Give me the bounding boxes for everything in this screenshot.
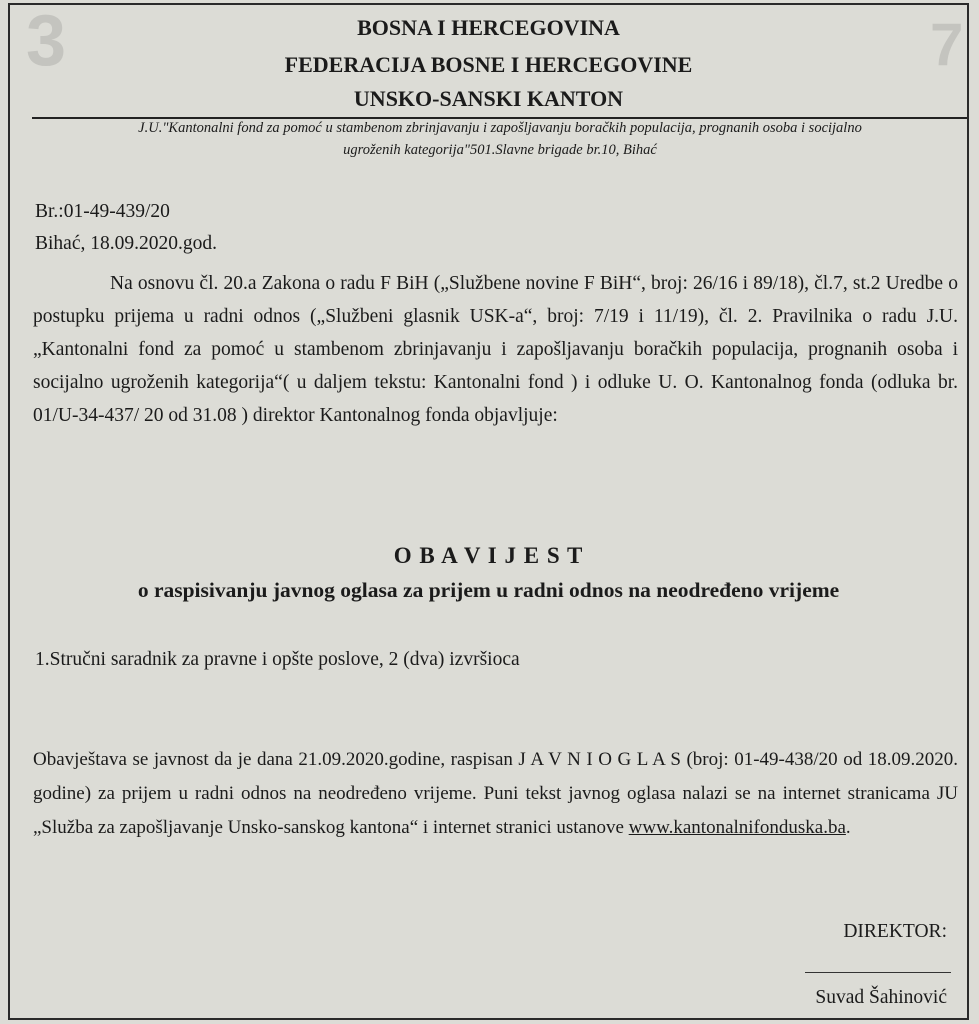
- signature-name: Suvad Šahinović: [815, 987, 947, 1008]
- position-item: 1.Stručni saradnik za pravne i opšte poslove, 2 (dva) izvršioca: [35, 649, 520, 670]
- signature-role: DIREKTOR:: [843, 921, 947, 942]
- website-link[interactable]: www.kantonalnifonduska.ba: [628, 817, 846, 838]
- reference-number: Br.:01-49-439/20: [35, 201, 170, 222]
- header-canton: UNSKO-SANSKI KANTON: [353, 86, 624, 111]
- institution-line-1: J.U."Kantonalni fond za pomoć u stambenom zbrinjavanju i zapošljavanju boračkih populacija, prognanih osoba i socijalno: [138, 120, 862, 136]
- bleed-through-page-number: 7: [930, 11, 964, 78]
- intro-paragraph: [33, 267, 958, 432]
- header-country: BOSNA I HERCEGOVINA: [357, 15, 620, 40]
- notice-subtitle: o raspisivanju javnog oglasa za prijem u radni odnos na neodređeno vrijeme: [137, 578, 840, 602]
- bleed-through-page-number: 3: [26, 1, 67, 81]
- place-and-date: Bihać, 18.09.2020.god.: [35, 233, 217, 254]
- institution-name: [60, 117, 940, 161]
- header-federation: FEDERACIJA BOSNE I HERCEGOVINE: [284, 52, 693, 77]
- announcement-end: .: [845, 817, 851, 838]
- announcement-paragraph: [33, 743, 958, 845]
- signature-line: [805, 972, 951, 973]
- intro-text: Na osnovu čl. 20.a Zakona o radu F BiH („Službene novine F BiH“, broj: 26/16 i 89/18), čl.7, st.2 Uredbe o postupku prijema u radni odnos („Službeni glasnik USK-a“, broj: 7/19 i 11/19), čl. 2. Pravilnika o radu J.U.„Kantonalni fond za pomoć u stambenom zbrinjavanju i zapošljavanju boračkih populacija, prognanih osoba i socijalno ugroženih kategorija“( u daljem tekstu: Kantonalni fond ) i odluke U. O. Kantonalnog fonda (odluka br. 01/U-34-437/ 20 od 31.08 ) direktor Kantonalnog fonda objavljuje:: [33, 273, 958, 426]
- notice-title: O B A V I J E S T: [393, 543, 584, 568]
- institution-line-2: ugroženih kategorija"501.Slavne brigade br.10, Bihać: [343, 142, 657, 158]
- announcement-text: Obavještava se javnost da je dana 21.09.2020.godine, raspisan J A V N I O G L A S (broj: 01-49-438/20 od 18.09.2020. godine) za prijem u radni odnos na neodređeno vrijeme. Puni tekst javnog oglasa nalazi se na internet stranicama JU „Služba za zapošljavanje Unsko-sanskog kantona“ i internet stranici ustanove: [33, 749, 958, 838]
- notice-frame: [8, 3, 969, 1020]
